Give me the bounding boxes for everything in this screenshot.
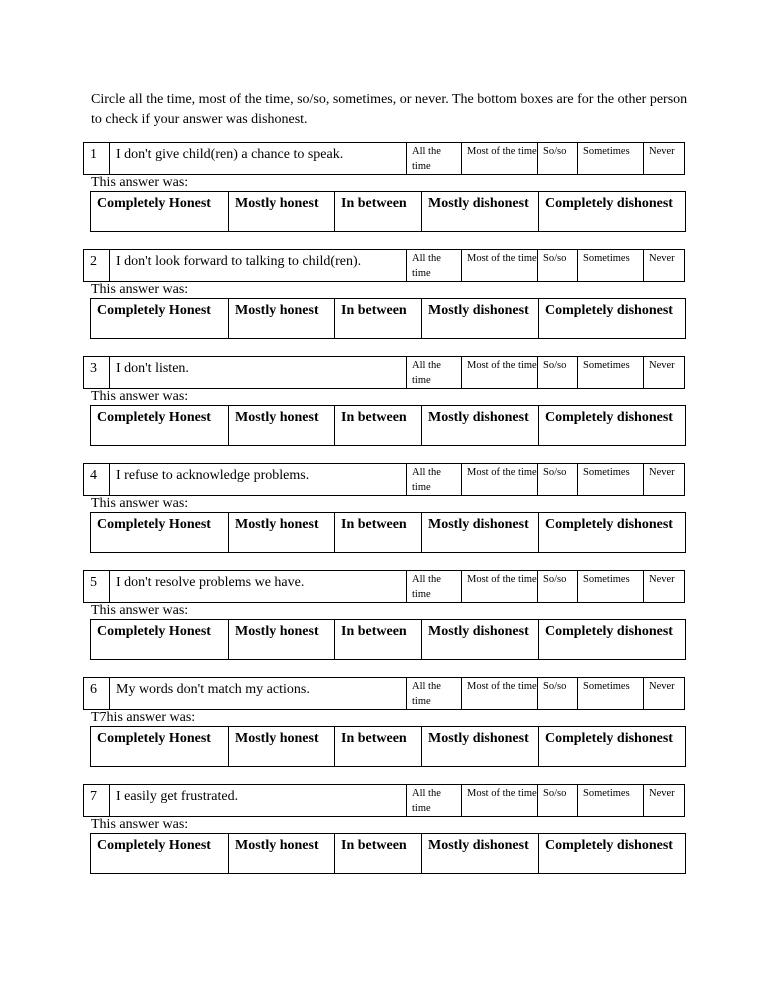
- question-statement: I don't listen.: [110, 357, 407, 389]
- honesty-row: [90, 512, 686, 553]
- option-all-the-time[interactable]: All the time: [407, 785, 462, 817]
- honesty-in-between[interactable]: In between: [335, 513, 422, 553]
- question-row: [83, 570, 685, 603]
- option-all-the-time[interactable]: All the time: [407, 571, 462, 603]
- option-so-so[interactable]: So/so: [538, 678, 578, 710]
- honesty-completely-dishonest[interactable]: Completely dishonest: [539, 513, 686, 553]
- honesty-in-between[interactable]: In between: [335, 299, 422, 339]
- question-statement: I don't give child(ren) a chance to speak.: [110, 143, 407, 175]
- option-sometimes[interactable]: Sometimes: [578, 357, 644, 389]
- honesty-row: [90, 191, 686, 232]
- honesty-in-between[interactable]: In between: [335, 727, 422, 767]
- option-never[interactable]: Never: [644, 678, 685, 710]
- answer-label: This answer was:: [91, 603, 189, 618]
- question-number: 6: [84, 678, 110, 710]
- option-so-so[interactable]: So/so: [538, 357, 578, 389]
- question-row: [83, 142, 685, 175]
- option-sometimes[interactable]: Sometimes: [578, 464, 644, 496]
- honesty-mostly-dishonest[interactable]: Mostly dishonest: [422, 620, 539, 660]
- question-row: [83, 677, 685, 710]
- option-sometimes[interactable]: Sometimes: [578, 143, 644, 175]
- option-all-the-time[interactable]: All the time: [407, 143, 462, 175]
- honesty-mostly-honest[interactable]: Mostly honest: [229, 192, 335, 232]
- question-number: 1: [84, 143, 110, 175]
- question-number: 4: [84, 464, 110, 496]
- option-most-of-the-time[interactable]: Most of the time: [462, 571, 538, 603]
- option-never[interactable]: Never: [644, 250, 685, 282]
- honesty-completely-dishonest[interactable]: Completely dishonest: [539, 727, 686, 767]
- question-statement: I don't look forward to talking to child(ren).: [110, 250, 407, 282]
- honesty-completely-dishonest[interactable]: Completely dishonest: [539, 299, 686, 339]
- option-never[interactable]: Never: [644, 571, 685, 603]
- option-all-the-time[interactable]: All the time: [407, 678, 462, 710]
- answer-label: This answer was:: [91, 817, 189, 832]
- option-most-of-the-time[interactable]: Most of the time: [462, 357, 538, 389]
- question-number: 5: [84, 571, 110, 603]
- option-sometimes[interactable]: Sometimes: [578, 571, 644, 603]
- honesty-completely-honest[interactable]: Completely Honest: [91, 513, 229, 553]
- question-row: [83, 784, 685, 817]
- question-statement: I refuse to acknowledge problems.: [110, 464, 407, 496]
- question-statement: I easily get frustrated.: [110, 785, 407, 817]
- option-most-of-the-time[interactable]: Most of the time: [462, 464, 538, 496]
- option-so-so[interactable]: So/so: [538, 571, 578, 603]
- question-row: [83, 356, 685, 389]
- honesty-row: [90, 726, 686, 767]
- question-row: [83, 463, 685, 496]
- option-sometimes[interactable]: Sometimes: [578, 250, 644, 282]
- honesty-mostly-dishonest[interactable]: Mostly dishonest: [422, 513, 539, 553]
- honesty-mostly-honest[interactable]: Mostly honest: [229, 513, 335, 553]
- honesty-completely-dishonest[interactable]: Completely dishonest: [539, 620, 686, 660]
- option-never[interactable]: Never: [644, 143, 685, 175]
- option-sometimes[interactable]: Sometimes: [578, 678, 644, 710]
- honesty-mostly-honest[interactable]: Mostly honest: [229, 406, 335, 446]
- option-most-of-the-time[interactable]: Most of the time: [462, 143, 538, 175]
- question-number: 7: [84, 785, 110, 817]
- answer-label: This answer was:: [91, 496, 189, 511]
- option-never[interactable]: Never: [644, 357, 685, 389]
- honesty-completely-honest[interactable]: Completely Honest: [91, 299, 229, 339]
- answer-label: This answer was:: [91, 389, 189, 404]
- honesty-row: [90, 833, 686, 874]
- option-sometimes[interactable]: Sometimes: [578, 785, 644, 817]
- honesty-mostly-honest[interactable]: Mostly honest: [229, 620, 335, 660]
- option-so-so[interactable]: So/so: [538, 785, 578, 817]
- option-all-the-time[interactable]: All the time: [407, 357, 462, 389]
- honesty-completely-dishonest[interactable]: Completely dishonest: [539, 192, 686, 232]
- option-most-of-the-time[interactable]: Most of the time: [462, 678, 538, 710]
- honesty-mostly-dishonest[interactable]: Mostly dishonest: [422, 727, 539, 767]
- answer-label: T7his answer was:: [91, 710, 196, 725]
- honesty-completely-honest[interactable]: Completely Honest: [91, 727, 229, 767]
- option-so-so[interactable]: So/so: [538, 143, 578, 175]
- honesty-completely-honest[interactable]: Completely Honest: [91, 620, 229, 660]
- honesty-completely-dishonest[interactable]: Completely dishonest: [539, 406, 686, 446]
- honesty-row: [90, 619, 686, 660]
- option-all-the-time[interactable]: All the time: [407, 464, 462, 496]
- option-so-so[interactable]: So/so: [538, 464, 578, 496]
- option-so-so[interactable]: So/so: [538, 250, 578, 282]
- honesty-in-between[interactable]: In between: [335, 834, 422, 874]
- question-row: [83, 249, 685, 282]
- honesty-mostly-dishonest[interactable]: Mostly dishonest: [422, 834, 539, 874]
- honesty-in-between[interactable]: In between: [335, 406, 422, 446]
- option-most-of-the-time[interactable]: Most of the time: [462, 250, 538, 282]
- option-never[interactable]: Never: [644, 464, 685, 496]
- honesty-mostly-dishonest[interactable]: Mostly dishonest: [422, 192, 539, 232]
- honesty-completely-honest[interactable]: Completely Honest: [91, 406, 229, 446]
- answer-label: This answer was:: [91, 282, 189, 297]
- honesty-mostly-honest[interactable]: Mostly honest: [229, 834, 335, 874]
- honesty-row: [90, 405, 686, 446]
- honesty-mostly-honest[interactable]: Mostly honest: [229, 727, 335, 767]
- question-statement: My words don't match my actions.: [110, 678, 407, 710]
- option-most-of-the-time[interactable]: Most of the time: [462, 785, 538, 817]
- question-statement: I don't resolve problems we have.: [110, 571, 407, 603]
- option-never[interactable]: Never: [644, 785, 685, 817]
- honesty-in-between[interactable]: In between: [335, 620, 422, 660]
- honesty-mostly-dishonest[interactable]: Mostly dishonest: [422, 299, 539, 339]
- option-all-the-time[interactable]: All the time: [407, 250, 462, 282]
- honesty-mostly-dishonest[interactable]: Mostly dishonest: [422, 406, 539, 446]
- honesty-completely-honest[interactable]: Completely Honest: [91, 192, 229, 232]
- honesty-mostly-honest[interactable]: Mostly honest: [229, 299, 335, 339]
- honesty-row: [90, 298, 686, 339]
- answer-label: This answer was:: [91, 175, 189, 190]
- instructions: Circle all the time, most of the time, so/so, sometimes, or never. The bottom boxes are for the other person to check if your answer was dishonest.: [91, 92, 688, 127]
- question-number: 2: [84, 250, 110, 282]
- honesty-in-between[interactable]: In between: [335, 192, 422, 232]
- honesty-completely-dishonest[interactable]: Completely dishonest: [539, 834, 686, 874]
- question-number: 3: [84, 357, 110, 389]
- honesty-completely-honest[interactable]: Completely Honest: [91, 834, 229, 874]
